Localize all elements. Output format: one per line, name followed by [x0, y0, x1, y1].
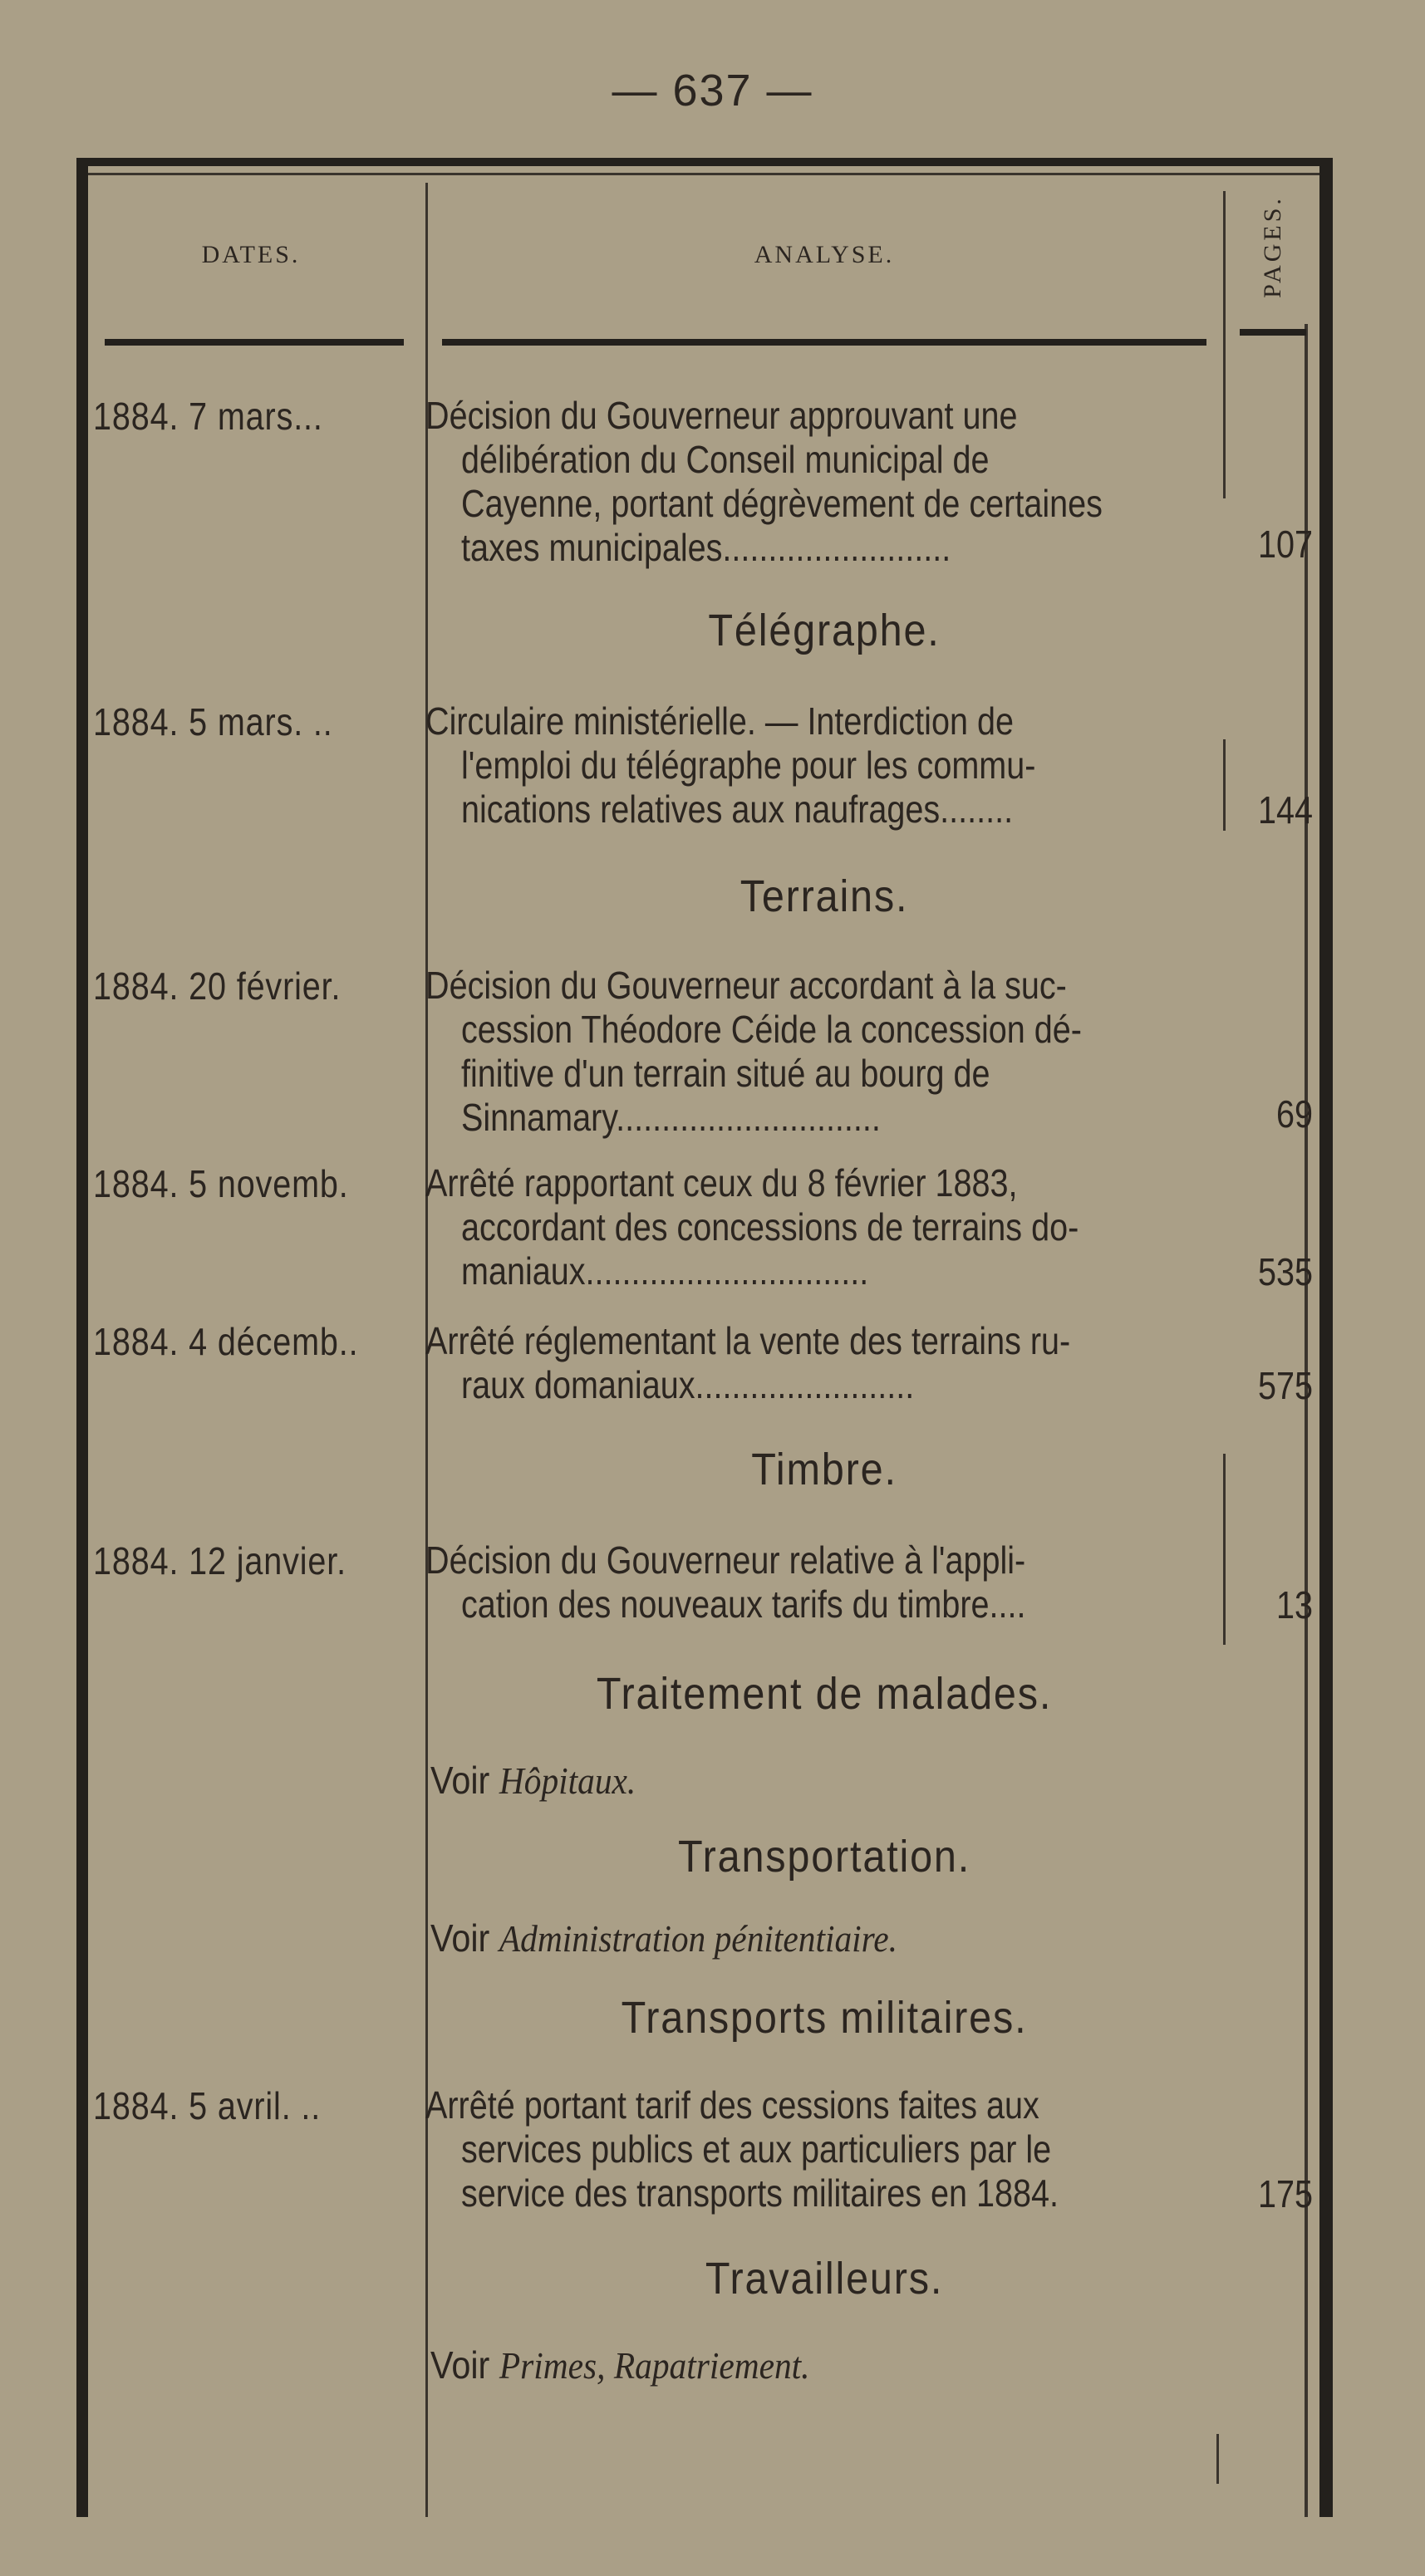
entry-line: services publics et aux particuliers par le	[461, 2127, 1052, 2171]
section-heading: Travailleurs.	[705, 2254, 944, 2304]
page-ref: 69	[1275, 1092, 1313, 1136]
section-heading: Terrains.	[740, 871, 909, 921]
section-heading: Télégraphe.	[708, 606, 941, 655]
entry-line: Sinnamary.............................	[461, 1096, 881, 1139]
voir-label: Voir	[430, 1759, 490, 1802]
dates-header: DATES.	[201, 241, 301, 268]
entry-line: service des transports militaires en 1884.	[461, 2171, 1059, 2215]
page-number: — 637 —	[612, 66, 813, 115]
page-ref: 13	[1275, 1583, 1313, 1627]
entry-line: l'emploi du télégraphe pour les commu-	[461, 743, 1036, 787]
entry-line: cession Théodore Céide la concession dé-	[461, 1008, 1082, 1051]
entry-line: maniaux...............................	[461, 1249, 869, 1293]
left-rule	[76, 158, 88, 2517]
analyse-header: ANALYSE.	[754, 241, 895, 268]
pages-header: PAGES.	[1259, 195, 1286, 298]
entry-text	[425, 394, 1104, 570]
entry-date: 1884. 20 février.	[93, 964, 342, 1008]
entry-line: Arrêté rapportant ceux du 8 février 1883,	[425, 1161, 1018, 1205]
entry-line: Arrêté réglementant la vente des terrains ru-	[425, 1319, 1071, 1362]
entry-line: Décision du Gouverneur relative à l'appli-	[425, 1538, 1026, 1582]
entry-text	[425, 1319, 1104, 1407]
entry-line: taxes municipales.........................	[461, 526, 951, 569]
entry-line: accordant des concessions de terrains do-	[461, 1205, 1079, 1249]
entry-line: Cayenne, portant dégrèvement de certaines	[461, 482, 1103, 525]
page-ref: 144	[1257, 788, 1313, 832]
top-rule	[76, 158, 1333, 166]
right-rule	[1319, 158, 1333, 2517]
entry-line: cation des nouveaux tarifs du timbre....	[461, 1582, 1026, 1626]
see-target: Hôpitaux.	[499, 1759, 636, 1802]
pages-column-divider-4	[1216, 2434, 1219, 2484]
entry-line: Décision du Gouverneur accordant à la suc-	[425, 964, 1067, 1007]
see-target: Primes, Rapatriement.	[499, 2344, 810, 2387]
section-heading: Transports militaires.	[621, 1993, 1028, 2043]
voir-label: Voir	[430, 1916, 490, 1960]
entry-text	[425, 2083, 1104, 2215]
pages-column-divider	[1223, 191, 1226, 498]
voir-label: Voir	[430, 2343, 490, 2387]
analyse-header-rule	[442, 339, 1206, 346]
pages-column-divider-3	[1223, 1454, 1226, 1645]
page-ref: 107	[1257, 523, 1313, 566]
top-rule-thin	[76, 173, 1333, 175]
entry-date: 1884. 12 janvier.	[93, 1539, 346, 1582]
see-target: Administration pénitentiaire.	[499, 1917, 897, 1960]
entry-line: raux domaniaux........................	[461, 1363, 915, 1406]
entry-date: 1884. 5 novemb.	[93, 1162, 349, 1205]
entry-date: 1884. 7 mars...	[93, 395, 323, 438]
entry-text	[425, 1538, 1104, 1627]
see-reference	[430, 1758, 636, 1803]
page-ref: 575	[1257, 1364, 1313, 1407]
entry-text	[425, 964, 1104, 1140]
see-reference	[430, 1916, 897, 1960]
entry-text	[425, 1161, 1104, 1293]
entry-line: nications relatives aux naufrages........	[461, 788, 1014, 831]
pages-header-rule	[1240, 329, 1306, 336]
entry-text	[425, 699, 1104, 832]
entry-line: Arrêté portant tarif des cessions faites aux	[425, 2083, 1039, 2127]
page-ref: 175	[1257, 2172, 1313, 2215]
entry-line: Circulaire ministérielle. — Interdiction de	[425, 699, 1014, 743]
see-reference	[430, 2343, 810, 2387]
section-heading: Transportation.	[677, 1832, 971, 1882]
entry-line: délibération du Conseil municipal de	[461, 438, 990, 481]
entry-date: 1884. 5 avril. ..	[93, 2084, 322, 2127]
page-ref: 535	[1257, 1250, 1313, 1293]
entry-line: Décision du Gouverneur approuvant une	[425, 394, 1018, 437]
entry-date: 1884. 5 mars. ..	[93, 700, 333, 743]
pages-column-divider-2	[1223, 739, 1226, 831]
section-heading: Timbre.	[751, 1445, 897, 1494]
dates-header-rule	[105, 339, 404, 346]
entry-line: finitive d'un terrain situé au bourg de	[461, 1052, 990, 1095]
entry-date: 1884. 4 décemb..	[93, 1320, 359, 1363]
section-heading: Traitement de malades.	[596, 1669, 1053, 1719]
